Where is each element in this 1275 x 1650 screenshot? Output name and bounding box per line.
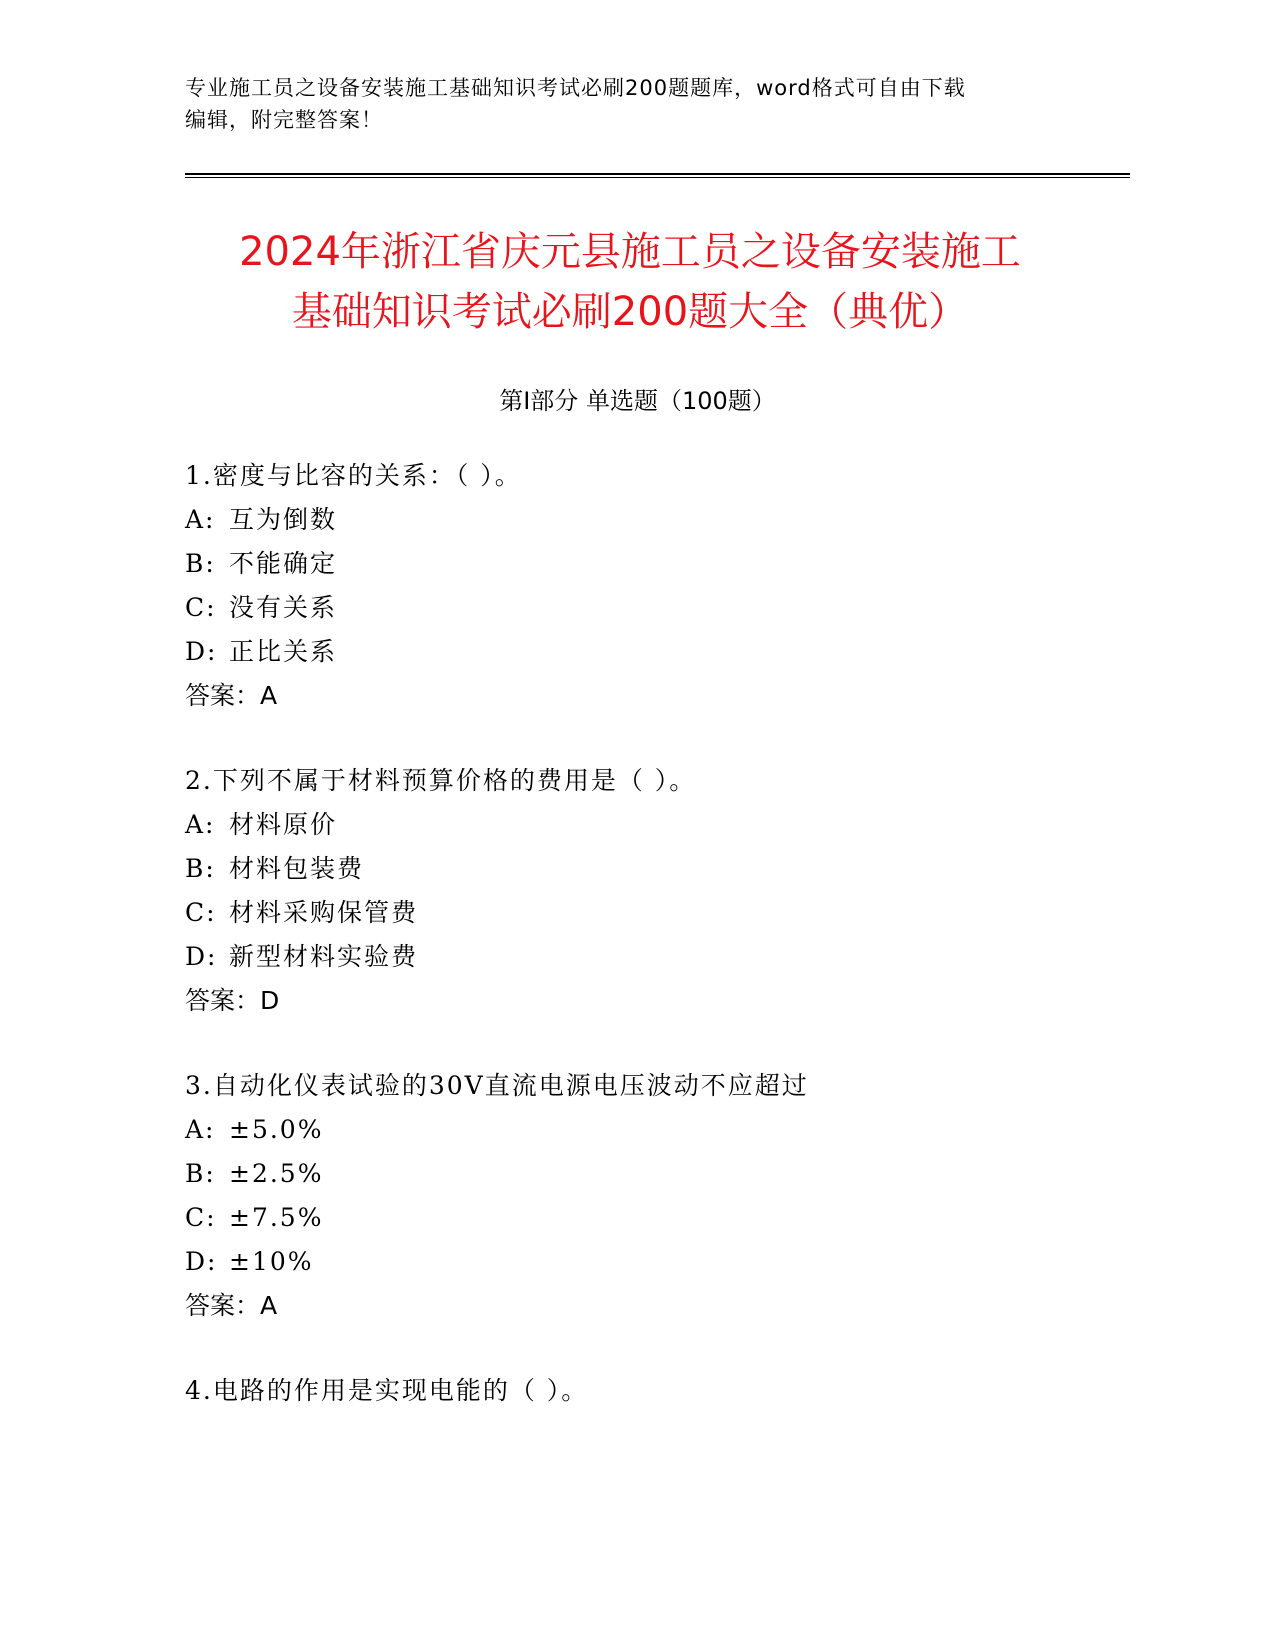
option-b: [185, 847, 1085, 891]
option-key: B:: [185, 854, 216, 883]
option-c: [185, 891, 1085, 935]
header-note: [185, 72, 1085, 136]
option-a: [185, 1108, 1085, 1152]
option-key: D:: [185, 942, 218, 971]
option-b: [185, 1152, 1085, 1196]
option-text: 不能确定: [229, 549, 338, 578]
option-d: [185, 1240, 1085, 1284]
option-key: B:: [185, 1159, 216, 1188]
answer: 答案：A: [185, 1291, 278, 1320]
document-title-line-2: 基础知识考试必刷200题大全（典优）: [291, 289, 969, 335]
section-title: 第Ⅰ部分 单选题（100题）: [499, 387, 776, 415]
option-c: [185, 1196, 1085, 1240]
option-text: 材料原价: [229, 810, 338, 839]
option-d: [185, 630, 1085, 674]
answer: 答案：D: [185, 986, 280, 1015]
option-c: [185, 586, 1085, 630]
document-title-line-1: 2024年浙江省庆元县施工员之设备安装施工: [239, 229, 1021, 275]
document-title: [160, 222, 1100, 342]
option-text: ±10%: [229, 1247, 314, 1276]
option-b: [185, 542, 1085, 586]
option-text: 互为倒数: [229, 505, 338, 534]
question-3: [185, 1064, 1085, 1328]
option-text: 没有关系: [229, 593, 338, 622]
option-d: [185, 935, 1085, 979]
option-key: C:: [185, 1203, 217, 1232]
option-text: ±7.5%: [229, 1203, 324, 1232]
option-key: D:: [185, 1247, 218, 1276]
option-key: B:: [185, 549, 216, 578]
option-a: [185, 498, 1085, 542]
option-text: 新型材料实验费: [229, 942, 419, 971]
option-key: A:: [185, 1115, 216, 1144]
question-text: 4.电路的作用是实现电能的（ ）。: [185, 1376, 589, 1405]
question-text: 1.密度与比容的关系：（ ）。: [185, 461, 522, 490]
option-key: C:: [185, 593, 217, 622]
option-key: A:: [185, 505, 216, 534]
header-note-line-2: 编辑，附完整答案！: [185, 108, 383, 132]
question-text: 2.下列不属于材料预算价格的费用是（ ）。: [185, 766, 697, 795]
option-text: ±5.0%: [229, 1115, 324, 1144]
header-divider: [185, 173, 1130, 178]
option-key: C:: [185, 898, 217, 927]
question-4: [185, 1369, 1085, 1413]
question-2: [185, 759, 1085, 1023]
option-key: A:: [185, 810, 216, 839]
question-1: [185, 454, 1085, 718]
header-note-line-1: 专业施工员之设备安装施工基础知识考试必刷200题题库，word格式可自由下载: [185, 76, 966, 100]
question-text: 3.自动化仪表试验的30V直流电源电压波动不应超过: [185, 1071, 809, 1100]
option-text: 材料采购保管费: [229, 898, 419, 927]
option-text: 材料包装费: [229, 854, 365, 883]
option-text: ±2.5%: [229, 1159, 324, 1188]
option-key: D:: [185, 637, 218, 666]
answer: 答案：A: [185, 681, 278, 710]
option-a: [185, 803, 1085, 847]
option-text: 正比关系: [229, 637, 338, 666]
